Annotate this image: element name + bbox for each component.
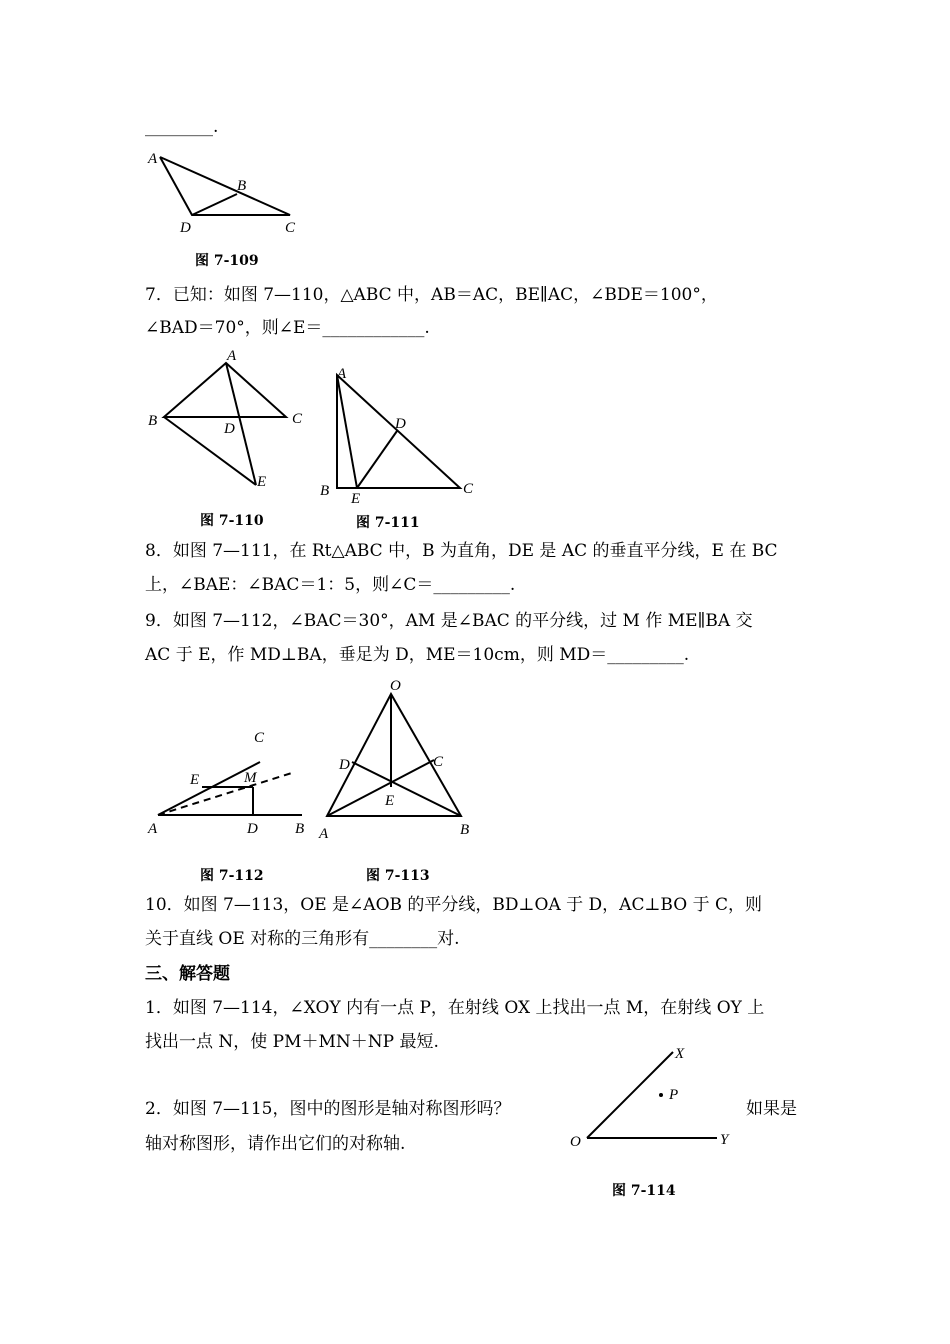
label-d: D — [180, 220, 191, 236]
label-a: A — [337, 366, 347, 382]
a1-line2: 找出一点 N，使 PM＋MN＋NP 最短. — [145, 1032, 439, 1052]
point-p — [659, 1093, 663, 1097]
figure-7-111 — [315, 360, 485, 510]
label-c: C — [433, 754, 444, 770]
a2-line2: 轴对称图形，请作出它们的对称轴. — [145, 1134, 406, 1154]
caption-7-110: 图 7-110 — [200, 513, 264, 529]
q10-line1: 10．如图 7—113，OE 是∠AOB 的平分线，BD⊥OA 于 D，AC⊥BO 于 C，则 — [145, 895, 762, 915]
a2-line1-end: 如果是 — [746, 1099, 797, 1119]
label-d: D — [224, 421, 235, 437]
caption-7-109: 图 7-109 — [195, 253, 259, 269]
label-p: P — [669, 1087, 679, 1103]
label-o: O — [570, 1134, 581, 1150]
q9-line1: 9．如图 7—112，∠BAC＝30°，AM 是∠BAC 的平分线，过 M 作 ME∥BA 交 — [145, 611, 753, 631]
label-m: M — [244, 770, 257, 786]
label-a: A — [227, 348, 237, 364]
label-c: C — [285, 220, 296, 236]
label-e: E — [385, 793, 395, 809]
segment-ed — [357, 431, 397, 488]
q10-line2: 关于直线 OE 对称的三角形有________对. — [145, 929, 460, 949]
triangle-acd — [160, 157, 290, 215]
label-b: B — [148, 413, 158, 429]
q8-line2: 上，∠BAE：∠BAC＝1：5，则∠C＝_________. — [145, 575, 516, 595]
label-b: B — [237, 178, 247, 194]
q9-line2: AC 于 E，作 MD⊥BA，垂足为 D，ME＝10cm，则 MD＝_________. — [145, 645, 690, 665]
caption-7-113: 图 7-113 — [366, 868, 430, 884]
caption-7-112: 图 7-112 — [200, 868, 264, 884]
label-x: X — [675, 1046, 685, 1062]
label-d: D — [395, 416, 406, 432]
q7-line1: 7．已知：如图 7—110，△ABC 中，AB＝AC，BE∥AC，∠BDE＝100°， — [145, 285, 718, 305]
label-d: D — [247, 821, 258, 837]
label-b: B — [320, 483, 330, 499]
label-o: O — [390, 678, 401, 694]
a1-line1: 1．如图 7—114，∠XOY 内有一点 P，在射线 OX 上找出一点 M，在射线 OY 上 — [145, 998, 765, 1018]
caption-7-111: 图 7-111 — [356, 515, 420, 531]
figure-7-114 — [565, 1040, 745, 1155]
figure-7-113 — [315, 672, 485, 847]
label-e: E — [351, 491, 361, 507]
figure-7-110 — [140, 345, 320, 495]
top-answer-blank: ________. — [145, 117, 219, 137]
label-c: C — [463, 481, 474, 497]
caption-7-114: 图 7-114 — [612, 1183, 676, 1199]
label-y: Y — [720, 1132, 729, 1148]
q8-line1: 8．如图 7—111，在 Rt△ABC 中，B 为直角，DE 是 AC 的垂直平分线，E 在 BC — [145, 541, 778, 561]
section-heading: 三、解答题 — [145, 964, 230, 984]
label-b: B — [295, 821, 305, 837]
label-a: A — [319, 826, 329, 842]
a2-line1: 2．如图 7—115，图中的图形是轴对称图形吗？ — [145, 1099, 511, 1119]
label-a: A — [148, 821, 158, 837]
segment-db — [192, 194, 237, 215]
figure-7-109 — [140, 145, 320, 240]
triangle-abc — [164, 363, 286, 417]
figure-7-112 — [140, 720, 320, 840]
label-c: C — [292, 411, 303, 427]
q7-line2: ∠BAD＝70°，则∠E＝____________. — [145, 318, 430, 338]
label-e: E — [190, 772, 200, 788]
label-d: D — [339, 757, 350, 773]
label-c: C — [254, 730, 265, 746]
label-e: E — [257, 474, 267, 490]
label-b: B — [460, 822, 470, 838]
label-a: A — [148, 151, 158, 167]
